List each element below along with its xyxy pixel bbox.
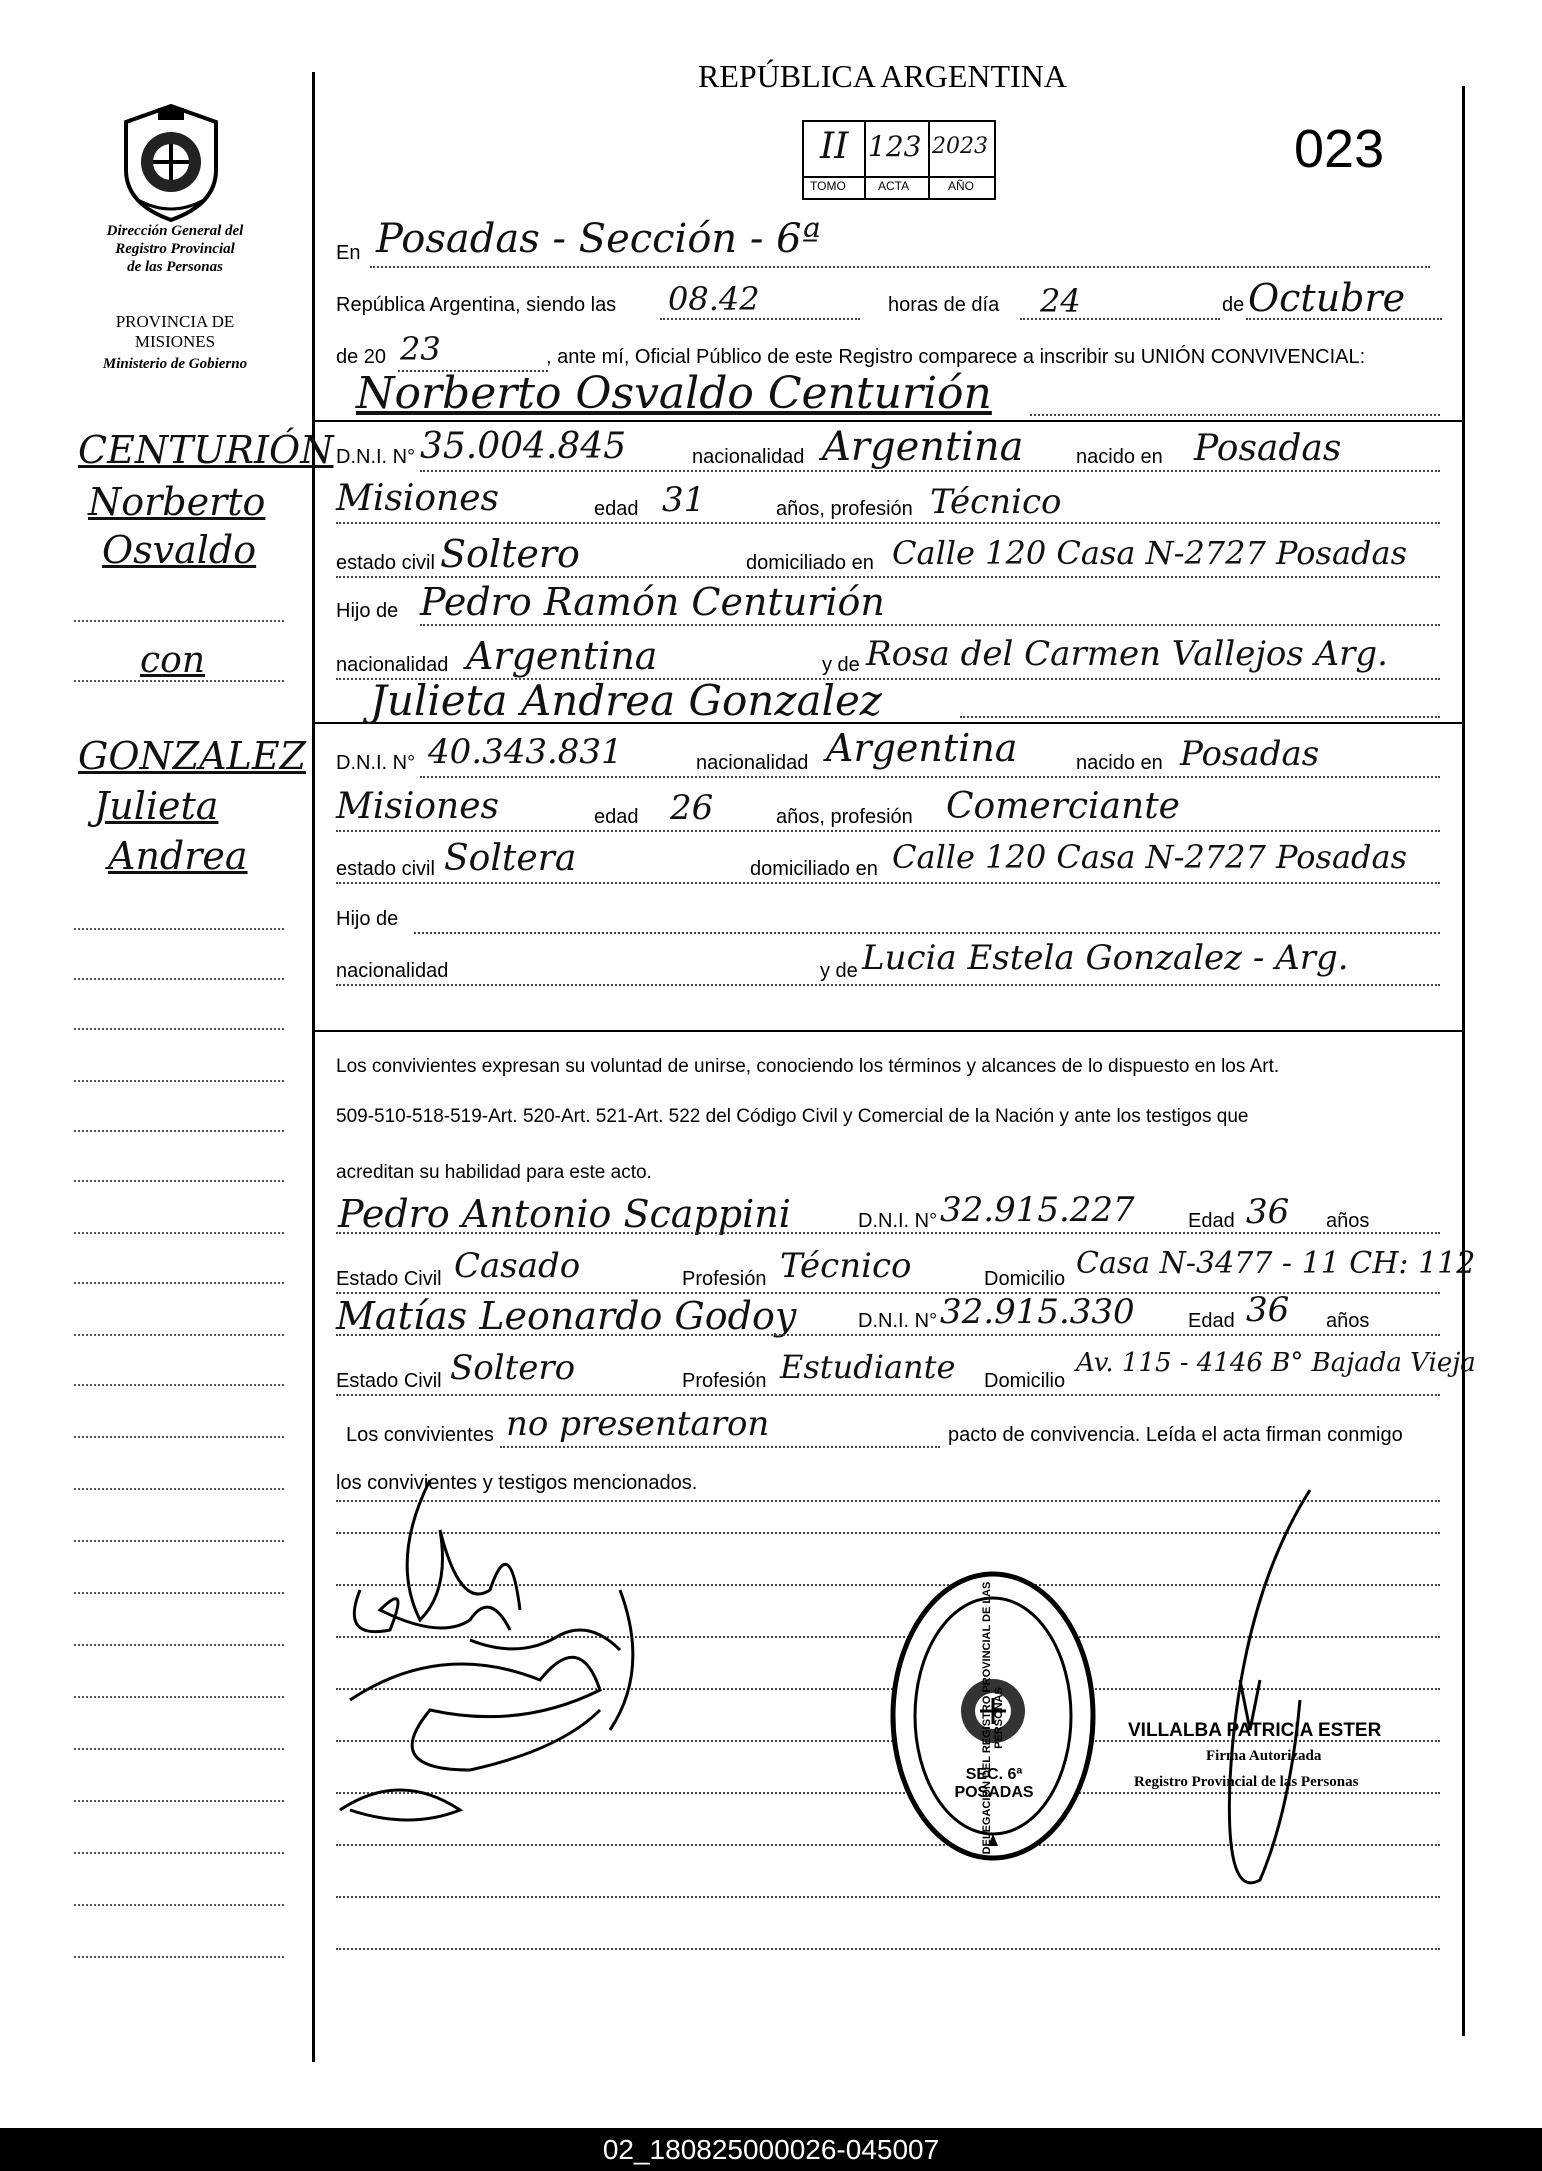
page-title: REPÚBLICA ARGENTINA: [698, 58, 1067, 94]
w2-edad: 36: [1246, 1290, 1290, 1330]
official-office: Registro Provincial de las Personas: [1134, 1774, 1359, 1790]
p1-dni: 35.004.845: [420, 426, 627, 467]
legal-line-1: Los convivientes expresan su voluntad de unirse, conociendo los términos y alcances de lo dispuesto en los Art.: [336, 1056, 1280, 1077]
p1-domicilio: Calle 120 Casa N-2727 Posadas: [892, 534, 1408, 572]
province-line-2: MISIONES: [134, 332, 216, 351]
w2-name: Matías Leonardo Godoy: [336, 1294, 797, 1338]
w2-domicilio: Av. 115 - 4146 B° Bajada Vieja: [1076, 1348, 1476, 1378]
w1-dni: 32.915.227: [940, 1190, 1135, 1230]
p1-anos-label: años, profesión: [776, 498, 913, 520]
horas-label: horas de día: [888, 294, 1000, 316]
stamp-inner-text: SEC. 6ª POSADAS: [954, 1766, 1034, 1801]
stamp-ring-text: DELEGACION DEL REGISTRO PROVINCIAL DE LAS PERSONAS: [981, 1581, 1005, 1855]
p2-yde-label: y de: [820, 960, 858, 982]
margin-connector: con: [140, 640, 206, 681]
margin-name-2b: Andrea: [108, 834, 248, 878]
closing-prefix: Los convivientes: [346, 1424, 494, 1446]
legal-line-3: acreditan su habilidad para este acto.: [336, 1162, 652, 1183]
acta-value: 123: [868, 130, 922, 163]
p2-nacido-label: nacido en: [1076, 752, 1163, 774]
ante-text: , ante mí, Oficial Público de este Registro comparece a inscribir su UNIÓN CONVIVENCIAL:: [546, 346, 1366, 368]
agency-line-1: Dirección General del: [106, 223, 244, 239]
official-title: Firma Autorizada: [1206, 1748, 1322, 1764]
de-label: de: [1222, 294, 1245, 316]
person1-fullname: Norberto Osvaldo Centurión: [356, 368, 992, 419]
footer-bar: [0, 2128, 1542, 2171]
w1-estado-label: Estado Civil: [336, 1268, 442, 1290]
p2-domicilio-label: domiciliado en: [750, 858, 878, 880]
p2-edad: 26: [670, 788, 714, 828]
p2-nac2-label: nacionalidad: [336, 960, 449, 982]
w1-domicilio: Casa N-3477 - 11 CH: 112: [1076, 1246, 1476, 1281]
w2-dni-label: D.N.I. N°: [858, 1310, 938, 1332]
party-signatures: [320, 1470, 720, 1855]
p1-birthplace: Posadas: [1194, 428, 1342, 469]
w1-domicilio-label: Domicilio: [984, 1268, 1066, 1290]
w1-name: Pedro Antonio Scappini: [338, 1192, 791, 1236]
p1-birthplace-2: Misiones: [336, 478, 500, 519]
p1-profesion: Técnico: [930, 482, 1062, 522]
p1-estado-label: estado civil: [336, 552, 435, 574]
official-signature: [1180, 1480, 1340, 1925]
tomo-acta-box: [802, 120, 996, 200]
p1-nac2-label: nacionalidad: [336, 654, 449, 676]
official-name: VILLALBA PATRICIA ESTER: [1128, 1720, 1382, 1741]
p1-mother: Rosa del Carmen Vallejos Arg.: [866, 634, 1388, 674]
p2-anos-label: años, profesión: [776, 806, 913, 828]
tomo-value: II: [820, 126, 849, 167]
year-prefix: de 20: [336, 346, 387, 368]
agency-line-2: Registro Provincial: [115, 241, 235, 257]
p2-hijo-label: Hijo de: [336, 908, 399, 930]
p1-domicilio-label: domiciliado en: [746, 552, 874, 574]
p2-domicilio: Calle 120 Casa N-2727 Posadas: [892, 838, 1408, 876]
coat-of-arms-logo: [118, 100, 224, 229]
margin-surname-1: CENTURIÓN: [78, 428, 334, 472]
w1-edad: 36: [1246, 1192, 1290, 1232]
legal-line-2: 509-510-518-519-Art. 520-Art. 521-Art. 522 del Código Civil y Comercial de la Nación y ante los testigos que: [336, 1106, 1249, 1127]
p1-father-nac: Argentina: [466, 634, 658, 678]
w1-estado: Casado: [454, 1246, 581, 1286]
p1-dni-label: D.N.I. N°: [336, 446, 416, 468]
p1-father: Pedro Ramón Centurión: [420, 580, 885, 624]
agency-line-3: de las Personas: [127, 259, 223, 275]
w2-edad-label: Edad: [1188, 1310, 1235, 1332]
p2-nacionalidad-label: nacionalidad: [696, 752, 809, 774]
margin-name-1a: Norberto: [88, 480, 266, 524]
place-value: Posadas - Sección - 6ª: [376, 216, 821, 262]
province-line-1: PROVINCIA DE: [115, 312, 235, 331]
w2-profesion: Estudiante: [780, 1348, 956, 1386]
p2-mother: Lucia Estela Gonzalez - Arg.: [862, 938, 1349, 978]
p2-dni-label: D.N.I. N°: [336, 752, 416, 774]
p2-edad-label: edad: [594, 806, 639, 828]
year-suffix: 23: [400, 330, 441, 368]
margin-surname-2: GONZALEZ: [78, 734, 306, 778]
w2-profesion-label: Profesión: [682, 1370, 767, 1392]
closing-line-2: los convivientes y testigos mencionados.: [336, 1472, 698, 1494]
month-value: Octubre: [1248, 276, 1406, 320]
p2-birthplace: Posadas: [1180, 734, 1320, 774]
p1-nacionalidad: Argentina: [822, 424, 1024, 470]
footer-code: 02_180825000026-045007: [602, 2134, 940, 2165]
p2-nacionalidad: Argentina: [826, 726, 1018, 770]
w2-domicilio-label: Domicilio: [984, 1370, 1066, 1392]
p2-birthplace-2: Misiones: [336, 786, 500, 827]
w1-dni-label: D.N.I. N°: [858, 1210, 938, 1232]
time-value: 08.42: [668, 280, 760, 318]
w2-dni: 32.915.330: [940, 1292, 1135, 1332]
ano-value: 2023: [932, 134, 988, 159]
margin-name-2a: Julieta: [94, 784, 219, 828]
record-number: 023: [1294, 119, 1385, 179]
w1-anos-label: años: [1326, 1210, 1370, 1232]
p1-estado: Soltero: [440, 532, 580, 576]
p2-estado: Soltera: [444, 838, 577, 879]
tomo-label: TOMO: [810, 179, 846, 193]
p1-nacido-label: nacido en: [1076, 446, 1163, 468]
w2-estado: Soltero: [450, 1348, 576, 1388]
en-label: En: [336, 242, 361, 264]
siendo-label: República Argentina, siendo las: [336, 294, 617, 316]
margin-divider: [312, 72, 315, 2062]
day-value: 24: [1040, 282, 1081, 320]
p1-hijo-label: Hijo de: [336, 600, 399, 622]
p1-edad: 31: [662, 480, 706, 520]
p2-profesion: Comerciante: [946, 786, 1180, 827]
p1-yde-label: y de: [822, 654, 860, 676]
w1-profesion: Técnico: [780, 1246, 912, 1286]
acta-label: ACTA: [878, 179, 910, 193]
w2-estado-label: Estado Civil: [336, 1370, 442, 1392]
p1-edad-label: edad: [594, 498, 639, 520]
person2-fullname: Julieta Andrea Gonzalez: [370, 676, 882, 725]
p2-dni: 40.343.831: [428, 732, 623, 772]
w1-profesion-label: Profesión: [682, 1268, 767, 1290]
p1-nacionalidad-label: nacionalidad: [692, 446, 805, 468]
ministry: Ministerio de Gobierno: [102, 356, 248, 372]
w1-edad-label: Edad: [1188, 1210, 1235, 1232]
w2-anos-label: años: [1326, 1310, 1370, 1332]
closing-suffix: pacto de convivencia. Leída el acta firman conmigo: [948, 1424, 1403, 1446]
margin-name-1b: Osvaldo: [102, 528, 257, 572]
ano-label: AÑO: [948, 179, 975, 193]
pacto-value: no presentaron: [506, 1404, 770, 1444]
p2-estado-label: estado civil: [336, 858, 435, 880]
right-border: [1462, 86, 1465, 2036]
registry-stamp: [888, 1566, 1098, 1871]
